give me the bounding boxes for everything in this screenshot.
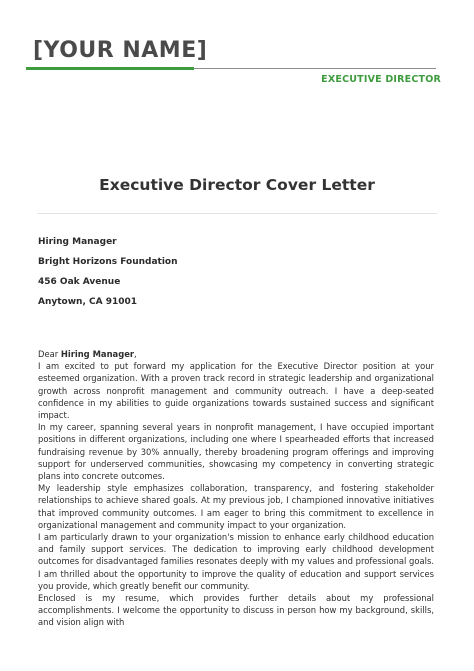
salutation-prefix: Dear [38,349,61,359]
header-divider-rule [194,68,436,69]
recipient-name: Hiring Manager [38,237,117,247]
applicant-role: EXECUTIVE DIRECTOR [321,74,441,85]
letter-paragraph: In my career, spanning several years in nonprofit management, I have occupied important positions in different organizations, including one where I spearheaded efforts that increased fundraising revenue by 30% annually, thereby broadening program offerings and improving support for underserved communities, showcasing my competency in converting strategic plans into concrete outcomes. [38,422,434,482]
title-divider [37,213,437,214]
recipient-organization: Bright Horizons Foundation [38,257,178,267]
recipient-block [38,236,178,316]
letter-body [38,348,434,629]
recipient-street: 456 Oak Avenue [38,277,121,287]
letter-paragraph: I am particularly drawn to your organization's mission to enhance early childhood education and family support services. The dedication to improving early childhood development outcomes for disadvantaged families resonates deeply with my values and professional goals. I am thrilled about the opportunity to improve the quality of education and support services you provide, which greatly benefit our community. [38,532,434,591]
letter-paragraph: My leadership style emphasizes collaboration, transparency, and fostering stakeholder relationships to achieve shared goals. At my previous job, I championed innovative initiatives that improved community outcomes. I am eager to bring this commitment to excellence in organizational management and community impact to your organization. [38,483,434,530]
salutation [38,348,434,360]
letter-paragraph: I am excited to put forward my application for the Executive Director position at your esteemed organization. With a proven track record in strategic leadership and organizational growth across nonprofit management and community outreach. I have a deep-seated confidence in my abilities to guide organizations towards sustained success and significant impact. [38,361,434,421]
applicant-name: [YOUR NAME] [33,38,208,63]
header-accent-rule [26,67,194,70]
document-title: Executive Director Cover Letter [99,176,375,194]
recipient-city: Anytown, CA 91001 [38,297,138,307]
salutation-name: Hiring Manager [60,349,135,359]
letter-paragraph: Enclosed is my resume, which provides further details about my professional accomplishments. I welcome the opportunity to discuss in person how my background, skills, and vision align with [38,593,434,628]
salutation-suffix: , [134,349,137,359]
